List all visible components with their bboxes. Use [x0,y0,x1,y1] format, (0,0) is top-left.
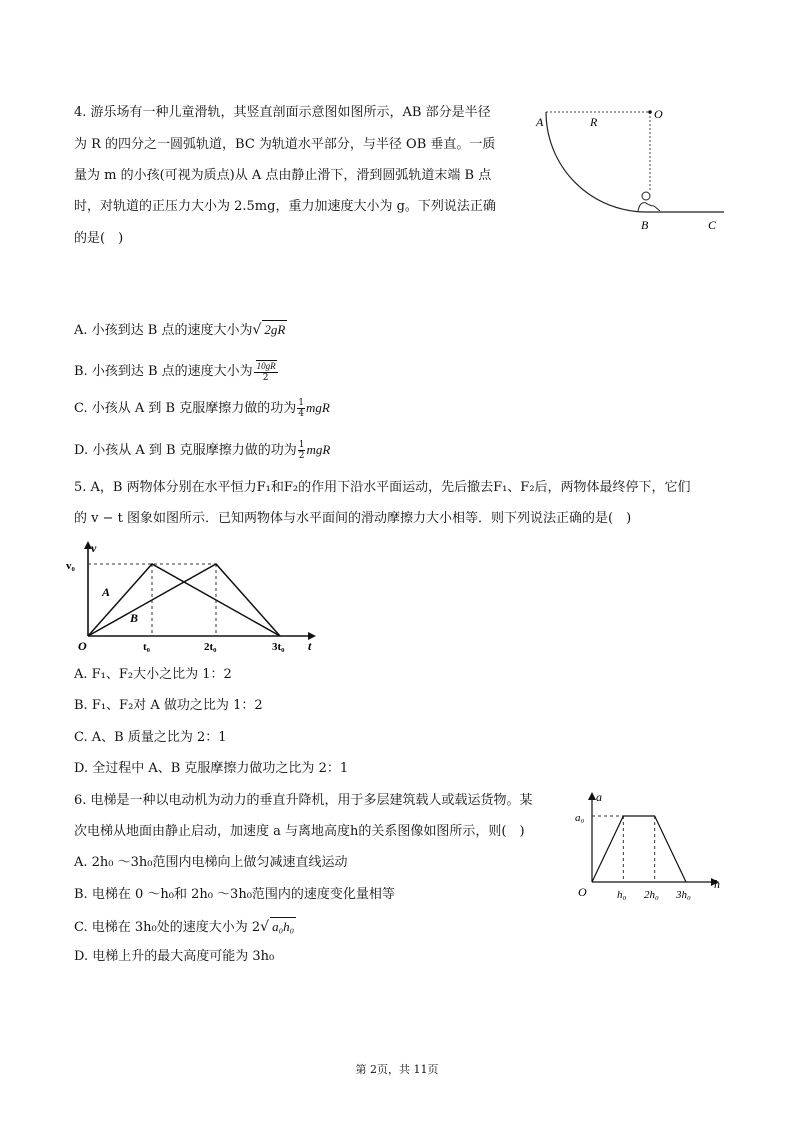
vt-xtick-origin: O [78,639,87,653]
vt-ytick-v0: v₀ [66,560,75,572]
vt-ylabel: v [91,541,97,555]
label-c: C [708,218,717,232]
label-a: A [536,115,544,129]
label-o: O [654,107,663,121]
vt-series-label-b: B [130,611,139,625]
q4-line-3: 量为 m 的小孩(可视为质点)从 A 点由静止滑下，滑到圆弧轨道末端 B 点 [74,168,492,183]
q4-line-4: 时，对轨道的正压力大小为 2.5mg，重力加速度大小为 g。下列说法正确 [74,199,496,214]
page-footer: 第 2页，共 11页 [355,1063,439,1076]
q6-option-d: D. 电梯上升的最大高度可能为 3h₀ [74,949,275,964]
q4-option-b: B. 小孩到达 B 点的速度大小为 $\frac{10gR}{2}$ [74,361,276,383]
vt-xtick-3t0: 3t₀ [272,641,285,653]
ah-ylabel: a [596,790,602,804]
ah-xtick-origin: O [578,885,587,899]
ah-chart [570,786,730,906]
ah-axes [588,792,719,886]
ah-xtick-2h0: 2h₀ [644,889,659,901]
label-r: R [590,115,598,129]
ah-series-line-1 [592,816,686,882]
vt-series-line-1 [88,564,280,636]
q4-option-c: C. 小孩从 A 到 B 克服摩擦力做的功为 $\frac{1}{4}$ mgR [74,398,330,419]
ah-ytick-a0: a₀ [575,812,585,824]
q5-option-b: B. F₁、F₂对 A 做功之比为 1：2 [74,698,263,713]
q6-option-b: B. 电梯在 0 ～h₀和 2h₀ ～3h₀范围内的速度变化量相等 [74,887,395,902]
q5-line-2: 的 v − t 图象如图所示．已知两物体与水平面间的滑动摩擦力大小相等．则下列说法正确的是( ) [74,511,632,526]
q6-option-c: C. 电梯在 3h₀处的速度大小为 2√ a₀h₀ [74,919,295,935]
q6-option-a: A. 2h₀ ～3h₀范围内电梯向上做匀减速直线运动 [74,855,348,870]
q4-line-1: 4. 游乐场有一种儿童滑轨，其竖直剖面示意图如图所示，AB 部分是半径 [74,105,491,120]
ah-xlabel: h [714,877,720,891]
q5-option-a: A. F₁、F₂大小之比为 1：2 [74,667,232,682]
vt-chart [58,536,328,656]
ah-xtick-3h0: 3h₀ [676,889,691,901]
q4-line-2: 为 R 的四分之一圆弧轨道，BC 为轨道水平部分，与半径 OB 垂直。一质 [74,137,496,152]
ah-xtick-h0: h₀ [617,889,627,901]
q4-line-5: 的是( ) [74,231,124,246]
q6-line-2: 次电梯从地面由静止启动，加速度 a 与离地高度h的关系图像如图所示，则( ) [74,824,525,839]
slide-track-figure [528,100,728,235]
q4-option-a: A. 小孩到达 B 点的速度大小为√ 2gR [74,322,286,338]
vt-xlabel: t [308,639,312,653]
vt-series-label-a: A [102,585,111,599]
label-b: B [641,218,649,232]
vt-series-line-2 [88,564,280,636]
vt-xtick-t0: t₀ [143,641,150,653]
q5-line-1: 5. A，B 两物体分别在水平恒力F₁和F₂的作用下沿水平面运动，先后撤去F₁、F₂后，两物体最终停下，它们 [74,480,691,495]
q6-line-1: 6. 电梯是一种以电动机为动力的垂直升降机，用于多层建筑载人或载运货物。某 [74,793,533,808]
q4-option-d: D. 小孩从 A 到 B 克服摩擦力做的功为 $\frac{1}{2}$ mgR [74,440,331,461]
q5-option-c: C. A、B 质量之比为 2：1 [74,730,227,745]
center-point-o [648,110,652,114]
vt-xtick-2t0: 2t₀ [204,641,217,653]
child-figure [638,192,660,211]
q5-option-d: D. 全过程中 A、B 克服摩擦力做功之比为 2：1 [74,761,349,776]
